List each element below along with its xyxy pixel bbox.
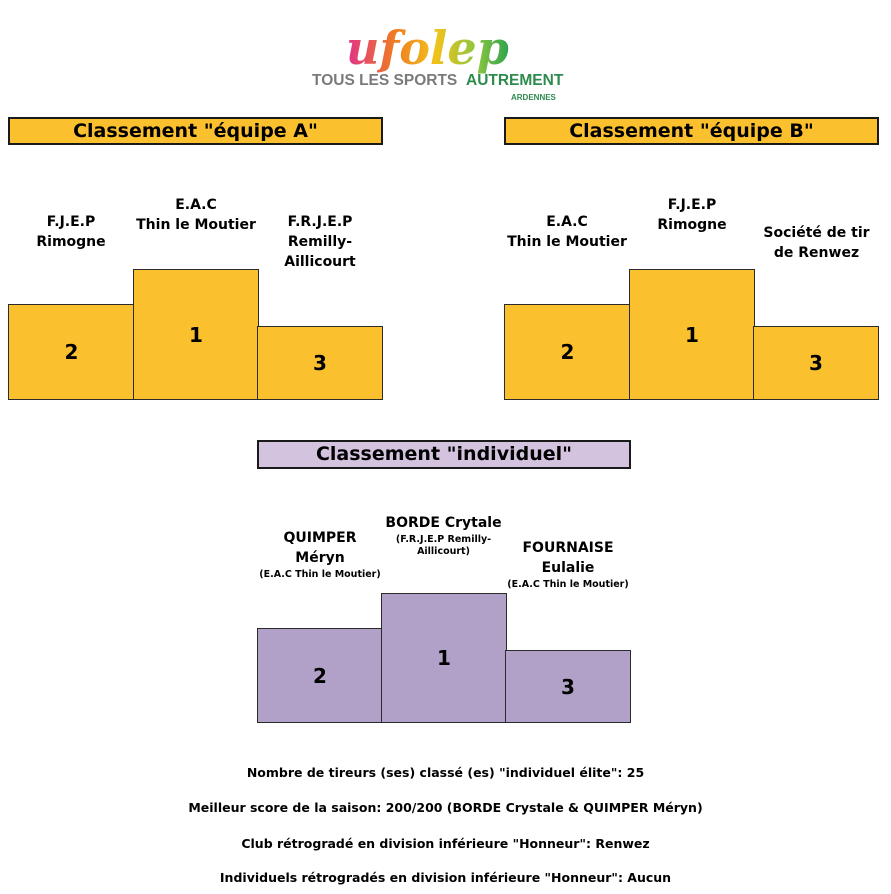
team-b-podium-1: 1 [629, 269, 755, 400]
name-line: Rimogne [657, 217, 727, 233]
individual-third-label [503, 538, 633, 591]
team-b-first-label [630, 195, 754, 235]
team-a-podium-3: 3 [257, 326, 383, 400]
name-line: Remilly- [287, 234, 353, 250]
name-line: Thin le Moutier [136, 217, 256, 233]
logo-tagline-2: AUTREMENT [466, 72, 564, 89]
name-line: Aillicourt [284, 254, 356, 270]
team-a-first-label [134, 195, 258, 235]
name-line: QUIMPER [283, 530, 357, 546]
club-line: (E.A.C Thin le Moutier) [507, 579, 629, 590]
name-line: F.J.E.P [667, 197, 717, 213]
name-line: Eulalie [541, 560, 595, 576]
team-a-podium-1: 1 [133, 269, 259, 400]
team-b-podium-3: 3 [753, 326, 879, 400]
logo-brand: ufolep [346, 21, 509, 75]
team-a-podium-2: 2 [8, 304, 135, 400]
individual-title: Classement "individuel" [257, 440, 631, 469]
individual-podium-2: 2 [257, 628, 383, 723]
team-b-podium-2: 2 [504, 304, 631, 400]
club-line: (F.R.J.E.P Remilly- [395, 534, 492, 545]
name-line: de Renwez [773, 245, 860, 261]
team-b-third-label [754, 223, 879, 263]
logo-region: ARDENNES [511, 93, 556, 102]
name-line: FOURNAISE [522, 540, 614, 556]
team-b-second-label [504, 212, 630, 252]
individual-podium-1: 1 [381, 593, 507, 723]
name-line: F.J.E.P [46, 214, 96, 230]
name-line: E.A.C [175, 197, 217, 213]
info-best-score: Meilleur score de la saison: 200/200 (BORDE Crystale & QUIMPER Méryn) [188, 800, 703, 815]
name-line: Rimogne [36, 234, 106, 250]
team-a-second-label [8, 212, 134, 252]
club-line: (E.A.C Thin le Moutier) [259, 569, 381, 580]
name-line: F.R.J.E.P [287, 214, 353, 230]
individual-podium-3: 3 [505, 650, 631, 723]
name-line: Société de tir [763, 225, 870, 241]
name-line: Méryn [295, 550, 345, 566]
individual-first-label [375, 513, 512, 558]
club-line: Aillicourt) [417, 546, 470, 557]
name-line: E.A.C [546, 214, 588, 230]
info-shooters-count: Nombre de tireurs (ses) classé (es) "individuel élite": 25 [246, 765, 645, 780]
logo-tagline-1: TOUS LES SPORTS [312, 72, 458, 89]
team-a-title: Classement "équipe A" [8, 117, 383, 145]
info-club-relegated: Club rétrogradé en division inférieure "Honneur": Renwez [241, 836, 650, 851]
team-a-third-label [258, 212, 382, 272]
info-individuals-relegated: Individuels rétrogradés en division inférieure "Honneur": Aucun [219, 870, 672, 885]
team-b-title: Classement "équipe B" [504, 117, 879, 145]
individual-second-label [257, 528, 383, 581]
name-line: Thin le Moutier [507, 234, 627, 250]
name-line: BORDE Crytale [385, 515, 502, 531]
ufolep-logo [300, 18, 590, 108]
